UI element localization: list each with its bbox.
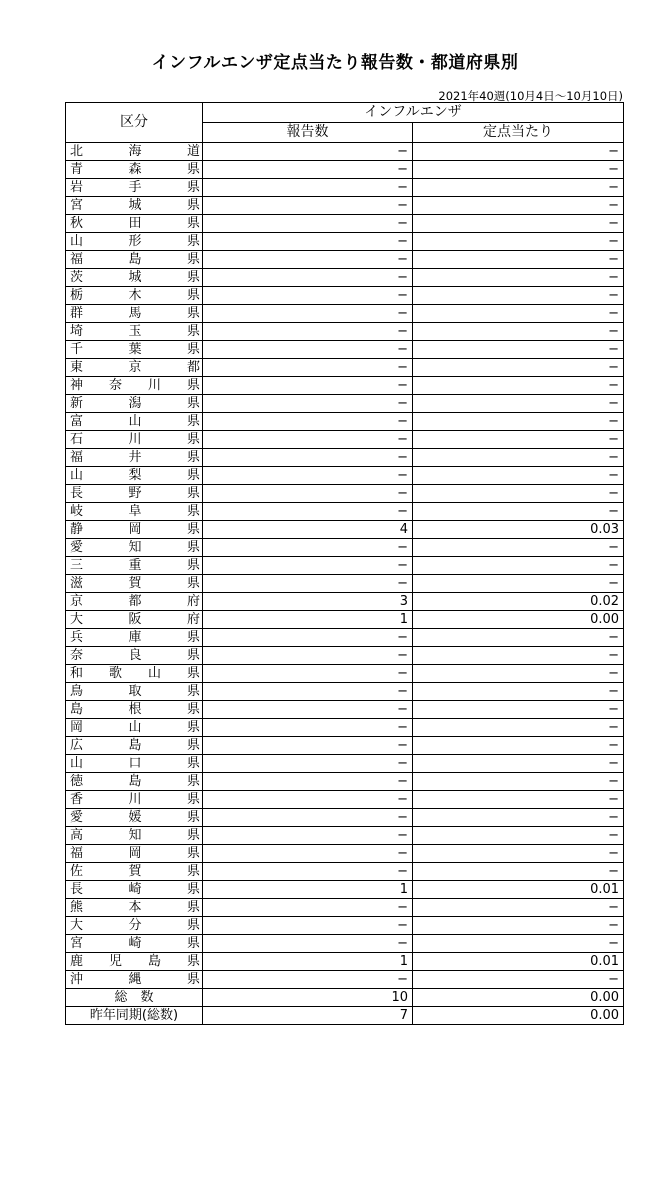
prefecture-name: 高 知 県 (66, 827, 203, 845)
prefecture-name: 岡 山 県 (66, 719, 203, 737)
table-row (66, 755, 624, 773)
table-row (66, 323, 624, 341)
table-row (66, 305, 624, 323)
total-per-sentinel: 0.00 (413, 989, 624, 1007)
table-row (66, 539, 624, 557)
prefecture-name: 香 川 県 (66, 791, 203, 809)
prefecture-name: 福 岡 県 (66, 845, 203, 863)
per-sentinel-value: − (413, 845, 624, 863)
prefecture-name: 山 形 県 (66, 233, 203, 251)
per-sentinel-value: − (413, 287, 624, 305)
prefecture-name: 愛 媛 県 (66, 809, 203, 827)
report-count: 1 (203, 953, 413, 971)
report-count: − (203, 629, 413, 647)
table-row (66, 395, 624, 413)
prefecture-name: 栃 木 県 (66, 287, 203, 305)
last-year-row (66, 1007, 624, 1025)
prefecture-name: 広 島 県 (66, 737, 203, 755)
per-sentinel-value: 0.02 (413, 593, 624, 611)
table-row (66, 683, 624, 701)
table-row (66, 935, 624, 953)
report-count: − (203, 233, 413, 251)
prefecture-name: 山 梨 県 (66, 467, 203, 485)
table-row (66, 719, 624, 737)
table-row (66, 881, 624, 899)
per-sentinel-value: 0.00 (413, 611, 624, 629)
table-row (66, 215, 624, 233)
table-row (66, 233, 624, 251)
report-count: − (203, 737, 413, 755)
per-sentinel-value: − (413, 431, 624, 449)
prefecture-name: 福 井 県 (66, 449, 203, 467)
prefecture-name: 青 森 県 (66, 161, 203, 179)
per-sentinel-value: − (413, 485, 624, 503)
total-reports: 7 (203, 1007, 413, 1025)
report-count: − (203, 413, 413, 431)
report-count: − (203, 791, 413, 809)
prefecture-name: 福 島 県 (66, 251, 203, 269)
table-row (66, 791, 624, 809)
total-label: 総 数 (66, 989, 203, 1007)
per-sentinel-value: − (413, 215, 624, 233)
table-row (66, 467, 624, 485)
table-row (66, 701, 624, 719)
prefecture-name: 大 阪 府 (66, 611, 203, 629)
table-row (66, 899, 624, 917)
prefecture-name: 茨 城 県 (66, 269, 203, 287)
per-sentinel-value: − (413, 179, 624, 197)
report-count: − (203, 503, 413, 521)
table-row (66, 269, 624, 287)
report-count: − (203, 179, 413, 197)
report-count: − (203, 899, 413, 917)
table-row (66, 485, 624, 503)
report-count: − (203, 395, 413, 413)
table-row (66, 665, 624, 683)
report-count: − (203, 359, 413, 377)
report-count: − (203, 341, 413, 359)
report-count: − (203, 161, 413, 179)
report-count: − (203, 323, 413, 341)
prefecture-name: 岩 手 県 (66, 179, 203, 197)
per-sentinel-value: − (413, 413, 624, 431)
table-row (66, 863, 624, 881)
per-sentinel-value: − (413, 899, 624, 917)
header-per-sentinel: 定点当たり (413, 123, 624, 143)
table-row (66, 593, 624, 611)
prefecture-name: 京 都 府 (66, 593, 203, 611)
prefecture-name: 鳥 取 県 (66, 683, 203, 701)
table-row (66, 341, 624, 359)
table-row (66, 845, 624, 863)
per-sentinel-value: − (413, 809, 624, 827)
per-sentinel-value: − (413, 539, 624, 557)
prefecture-name: 神 奈 川 県 (66, 377, 203, 395)
table-row (66, 773, 624, 791)
prefecture-name: 奈 良 県 (66, 647, 203, 665)
prefecture-name: 佐 賀 県 (66, 863, 203, 881)
table-row (66, 647, 624, 665)
report-count: − (203, 269, 413, 287)
report-count: − (203, 431, 413, 449)
table-row (66, 287, 624, 305)
prefecture-name: 静 岡 県 (66, 521, 203, 539)
per-sentinel-value: 0.03 (413, 521, 624, 539)
report-count: − (203, 305, 413, 323)
per-sentinel-value: − (413, 161, 624, 179)
prefecture-name: 新 潟 県 (66, 395, 203, 413)
report-count: − (203, 467, 413, 485)
prefecture-name: 秋 田 県 (66, 215, 203, 233)
total-reports: 10 (203, 989, 413, 1007)
report-count: − (203, 449, 413, 467)
per-sentinel-value: 0.01 (413, 881, 624, 899)
header-reports: 報告数 (203, 123, 413, 143)
report-count: − (203, 845, 413, 863)
table-row (66, 629, 624, 647)
per-sentinel-value: − (413, 377, 624, 395)
per-sentinel-value: 0.01 (413, 953, 624, 971)
prefecture-name: 石 川 県 (66, 431, 203, 449)
prefecture-name: 三 重 県 (66, 557, 203, 575)
table-row (66, 431, 624, 449)
report-count: − (203, 809, 413, 827)
per-sentinel-value: − (413, 575, 624, 593)
prefecture-name: 島 根 県 (66, 701, 203, 719)
per-sentinel-value: − (413, 665, 624, 683)
table-row (66, 557, 624, 575)
report-count: − (203, 773, 413, 791)
report-count: − (203, 575, 413, 593)
report-count: − (203, 251, 413, 269)
prefecture-name: 富 山 県 (66, 413, 203, 431)
per-sentinel-value: − (413, 269, 624, 287)
per-sentinel-value: − (413, 323, 624, 341)
table-row (66, 449, 624, 467)
report-count: − (203, 557, 413, 575)
per-sentinel-value: − (413, 827, 624, 845)
report-count: − (203, 827, 413, 845)
per-sentinel-value: − (413, 737, 624, 755)
table-row (66, 575, 624, 593)
per-sentinel-value: − (413, 971, 624, 989)
total-per-sentinel: 0.00 (413, 1007, 624, 1025)
table-row (66, 917, 624, 935)
report-count: − (203, 917, 413, 935)
per-sentinel-value: − (413, 251, 624, 269)
per-sentinel-value: − (413, 629, 624, 647)
prefecture-name: 東 京 都 (66, 359, 203, 377)
report-count: − (203, 665, 413, 683)
per-sentinel-value: − (413, 773, 624, 791)
report-count: − (203, 485, 413, 503)
table-row (66, 359, 624, 377)
per-sentinel-value: − (413, 467, 624, 485)
prefecture-name: 北 海 道 (66, 143, 203, 161)
table-row (66, 179, 624, 197)
prefecture-name: 岐 阜 県 (66, 503, 203, 521)
per-sentinel-value: − (413, 683, 624, 701)
report-count: − (203, 215, 413, 233)
prefecture-name: 愛 知 県 (66, 539, 203, 557)
prefecture-name: 宮 城 県 (66, 197, 203, 215)
prefecture-name: 長 崎 県 (66, 881, 203, 899)
report-count: − (203, 701, 413, 719)
report-count: − (203, 935, 413, 953)
per-sentinel-value: − (413, 917, 624, 935)
report-count: − (203, 143, 413, 161)
report-count: − (203, 971, 413, 989)
prefecture-name: 長 野 県 (66, 485, 203, 503)
per-sentinel-value: − (413, 359, 624, 377)
report-table (65, 102, 624, 1025)
report-count: − (203, 539, 413, 557)
prefecture-name: 和 歌 山 県 (66, 665, 203, 683)
report-count: 1 (203, 881, 413, 899)
per-sentinel-value: − (413, 233, 624, 251)
table-row (66, 827, 624, 845)
prefecture-name: 埼 玉 県 (66, 323, 203, 341)
report-count: 1 (203, 611, 413, 629)
report-count: − (203, 197, 413, 215)
prefecture-name: 群 馬 県 (66, 305, 203, 323)
table-row (66, 521, 624, 539)
report-count: − (203, 647, 413, 665)
prefecture-name: 兵 庫 県 (66, 629, 203, 647)
prefecture-name: 沖 縄 県 (66, 971, 203, 989)
table-row (66, 377, 624, 395)
per-sentinel-value: − (413, 503, 624, 521)
header-category: 区分 (66, 103, 203, 143)
table-row (66, 953, 624, 971)
per-sentinel-value: − (413, 557, 624, 575)
total-row (66, 989, 624, 1007)
report-count: − (203, 377, 413, 395)
prefecture-name: 鹿 児 島 県 (66, 953, 203, 971)
total-label: 昨年同期(総数) (66, 1007, 203, 1025)
per-sentinel-value: − (413, 863, 624, 881)
report-count: − (203, 755, 413, 773)
report-count: − (203, 683, 413, 701)
page-title: インフルエンザ定点当たり報告数・都道府県別 (151, 53, 519, 73)
table-row (66, 143, 624, 161)
report-count: 4 (203, 521, 413, 539)
per-sentinel-value: − (413, 341, 624, 359)
table-row (66, 611, 624, 629)
header-disease: インフルエンザ (203, 103, 624, 123)
table-row (66, 413, 624, 431)
prefecture-name: 宮 崎 県 (66, 935, 203, 953)
prefecture-name: 千 葉 県 (66, 341, 203, 359)
table-row (66, 809, 624, 827)
report-count: 3 (203, 593, 413, 611)
per-sentinel-value: − (413, 305, 624, 323)
per-sentinel-value: − (413, 449, 624, 467)
report-count: − (203, 719, 413, 737)
prefecture-name: 熊 本 県 (66, 899, 203, 917)
table-row (66, 251, 624, 269)
report-count: − (203, 287, 413, 305)
table-row (66, 737, 624, 755)
per-sentinel-value: − (413, 143, 624, 161)
per-sentinel-value: − (413, 647, 624, 665)
per-sentinel-value: − (413, 719, 624, 737)
prefecture-name: 徳 島 県 (66, 773, 203, 791)
per-sentinel-value: − (413, 791, 624, 809)
report-period: 2021年40週(10月4日～10月10日) (438, 89, 623, 103)
prefecture-name: 滋 賀 県 (66, 575, 203, 593)
table-row (66, 161, 624, 179)
table-row (66, 971, 624, 989)
table-row (66, 503, 624, 521)
table-row (66, 197, 624, 215)
per-sentinel-value: − (413, 755, 624, 773)
prefecture-name: 山 口 県 (66, 755, 203, 773)
per-sentinel-value: − (413, 701, 624, 719)
prefecture-name: 大 分 県 (66, 917, 203, 935)
per-sentinel-value: − (413, 935, 624, 953)
report-count: − (203, 863, 413, 881)
per-sentinel-value: − (413, 395, 624, 413)
per-sentinel-value: − (413, 197, 624, 215)
